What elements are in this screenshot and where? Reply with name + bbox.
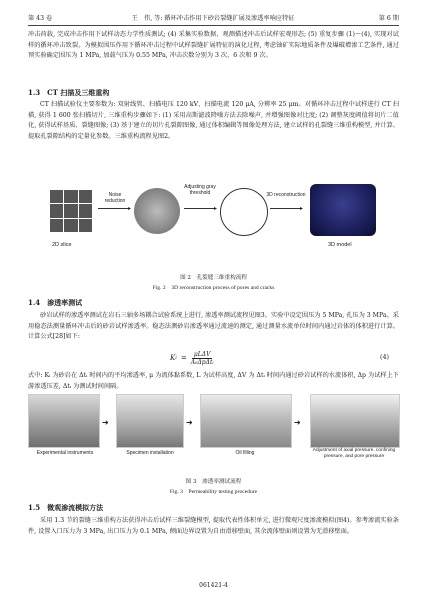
figure-3-caption-en: Fig. 3 Permeability testing procedure — [169, 489, 258, 495]
ct-slice — [64, 190, 77, 203]
page-number: 061421-4 — [199, 582, 228, 589]
photo-specimen-installation — [116, 394, 184, 448]
3d-model-image — [310, 184, 376, 236]
formula-fraction — [191, 351, 214, 366]
section-heading-1-5: 1.5 微观渗流模拟方法 — [28, 503, 104, 512]
issue-label: 第 6 期 — [378, 15, 399, 22]
section-heading-1-3: 1.3 CT 扫描及三维重构 — [28, 88, 110, 97]
photo-experimental-instruments — [28, 394, 100, 448]
ct-slice — [64, 204, 77, 217]
arrowhead-icon: ▸ — [300, 205, 304, 212]
photo-pressure-adjustment — [310, 394, 400, 448]
arrow-reconstruction — [270, 208, 302, 209]
figure-3-caption-cn: 图 3 渗透率测试流程 — [185, 479, 242, 485]
arrow-right-icon: ➜ — [102, 418, 109, 427]
intro-paragraph: 冲击荷载, 完成冲击作用下试样动态力学性质测试; (4) 采集实验数据、观测描述冲击后试样宏观形态; (5) 重复步骤 (1)～(4), 实现对试样的循环冲击致裂。为模拟围压作用下循环冲击过程中试样裂缝扩展特征的演化过程, 考虑铀矿实际地质条件及爆破增渗工艺条件, 通过预实验确定围压为 1 MPa, 加载气压为 0.55 MPa, 冲击次数分别为 3 次、6 次和 9 次。 — [28, 31, 399, 60]
arrow-right-icon: ➜ — [294, 418, 301, 427]
arrow-noise — [98, 208, 130, 209]
arrowhead-icon: ▸ — [214, 205, 218, 212]
label-3d-model: 3D model — [328, 242, 352, 248]
label-gray-threshold: Adjusting gray threshold — [184, 184, 216, 196]
section-heading-1-4: 1.4 渗透率测试 — [28, 298, 83, 307]
formula-lhs: K — [170, 354, 176, 362]
label-noise-reduction: Noise reduction — [104, 192, 126, 204]
formula-numerator: μLΔV — [193, 350, 211, 358]
arrow-threshold — [184, 208, 216, 209]
section-1-5-paragraph: 采用 1.3 节的裂缝三维重构方法获得冲击后试样三维裂缝模型, 提取代表性体积单元, 进行微观尺度渗流模拟(图4)。参考渗流实验条件, 设置入口压力为 3 MPa, 出口压力为 0.1 MPa, 侧面边界设置为自由滑移壁面, 其余流体壁面则设置为无滑移壁面。 — [28, 517, 399, 535]
ct-slice — [64, 219, 77, 232]
running-header — [28, 10, 399, 24]
header-title: 王 伟, 等: 循环冲击作用下砂岩裂缝扩展及渗透率响应特征 — [131, 15, 295, 22]
formula-number: (4) — [380, 353, 390, 361]
label-pressure-adjustment: Adjustment of axial pressure, confining pressure, and pore pressure — [312, 448, 396, 459]
formula-explanation: 式中: Kᵢ 为砂岩在 Δtᵢ 时间内的平均渗透率, μ 为流体黏系数, L 为试样高度, ΔV 为 Δtᵢ 时间内通过砂岩试样的水流体积, Δp 为试样上下游渗透压差, Δtᵢ 为测试时间间隔。 — [28, 372, 399, 390]
ct-slice — [50, 204, 63, 217]
figure-2 — [50, 180, 380, 262]
label-oil-filling: Oil filling — [235, 450, 255, 456]
figure-2-caption-cn: 图 2 孔裂缝三维重构流程 — [180, 275, 247, 281]
ct-slice — [79, 190, 92, 203]
label-specimen-installation: Specimen installation — [126, 450, 174, 456]
filtered-slice — [134, 188, 180, 234]
figure-3 — [28, 390, 399, 468]
formula-subscript: i — [175, 355, 177, 361]
label-2d-slice: 2D slice — [52, 242, 72, 248]
binary-slice — [220, 188, 268, 236]
formula-denominator: A₀ΔpΔtᵢ — [190, 358, 214, 366]
section-1-4-paragraph: 砂岩试样的渗透率测试在岩石三轴多场耦合试验系统上进行, 渗透率测试流程见图3。实验中设定围压为 5 MPa, 孔压为 3 MPa。采用稳态法测量循环冲击后的砂岩试样渗透率。稳态法测砂岩渗透率通过流速的测定, 通过测量水流单位时间内通过岩体的体积进行计算。计算公式[28]如下: — [28, 312, 399, 341]
ct-slice — [79, 219, 92, 232]
arrow-right-icon: ➜ — [186, 418, 193, 427]
volume-label: 第 43 卷 — [28, 15, 53, 22]
ct-slice — [79, 204, 92, 217]
ct-slice — [50, 219, 63, 232]
permeability-formula — [170, 347, 214, 369]
slice-grid — [50, 190, 92, 232]
formula-equals: = — [180, 354, 187, 362]
label-3d-reconstruction: 3D reconstruction — [266, 192, 306, 198]
figure-2-caption-en: Fig. 2 3D reconstruction process of pores and cracks — [152, 285, 275, 291]
label-experimental-instruments: Experimental instruments — [36, 450, 94, 456]
section-1-3-paragraph: CT 扫描试验仪主要参数为: 双射线管、扫描电压 120 kV、扫描电流 120 μA, 分辨率 25 μm。对循环冲击过程中试样进行 CT 扫描, 获得 1 600 张扫描切片, 三维重构步骤如下: (1) 采用高斯滤波降噪方法去除噪声, 并增强图像对比度; (2) 调整灰度阈值将切片二值化, 获得试样基质、裂缝图像; (3) 基于建立的切片孔裂隙图像, 通过体积编辑等图像处理方法, 建立试样的孔裂缝三维重构模型, 并计算、提取孔裂隙结构的定量化参数。三维重构流程见图2。 — [28, 101, 399, 140]
ct-slice — [50, 190, 63, 203]
arrowhead-icon: ▸ — [128, 205, 132, 212]
photo-oil-filling — [200, 394, 292, 448]
header-divider — [28, 25, 399, 26]
